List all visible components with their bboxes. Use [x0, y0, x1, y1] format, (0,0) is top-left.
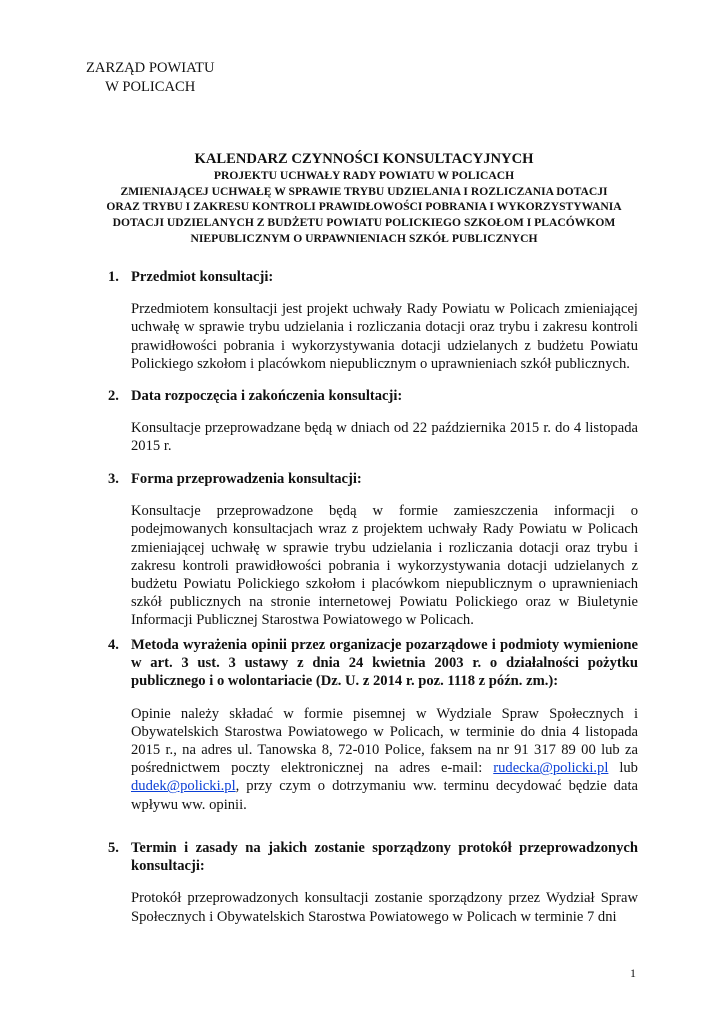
opinion-text-part-2: lub: [619, 760, 638, 777]
section-number: 4.: [108, 637, 119, 653]
document-subtitle-line: ZMIENIAJĄCEJ UCHWAŁĘ W SPRAWIE TRYBU UDZIELANIA I ROZLICZANIA DOTACJI: [120, 184, 608, 198]
section-heading: [108, 636, 638, 691]
document-title: KALENDARZ CZYNNOŚCI KONSULTACYJNYCH: [194, 151, 534, 167]
section-title: Data rozpoczęcia i zakończenia konsultacji:: [131, 388, 403, 404]
section-body: [131, 889, 638, 925]
section-3: [108, 470, 638, 630]
section-title: Przedmiot konsultacji:: [131, 269, 274, 285]
section-number: 3.: [108, 471, 119, 487]
document-subtitle-line: NIEPUBLICZNYM O URPAWNIENIACH SZKÓŁ PUBLICZNYCH: [190, 231, 538, 245]
section-5: [108, 839, 638, 926]
document-subtitle-line: DOTACJI UDZIELANYCH Z BUDŻETU POWIATU POLICKIEGO SZKOŁOM I PLACÓWKOM: [112, 216, 616, 230]
page-number: 1: [630, 966, 636, 980]
document-title-block: [76, 150, 652, 247]
email-link-rudecka[interactable]: rudecka@policki.pl: [493, 760, 609, 777]
opinion-text-part-3: , przy czym o dotrzymaniu ww. terminu decydować będzie data wpływu ww. opinii.: [131, 778, 638, 813]
section-paragraph: Protokół przeprowadzonych konsultacji zostanie sporządzony przez Wydział Spraw Społecznych i Obywatelskich Starostwa Powiatowego w Policach w terminie 7 dni: [131, 890, 638, 925]
section-body: [131, 419, 638, 455]
section-4: [108, 636, 638, 814]
section-heading: [108, 839, 638, 875]
issuer-line-2: W POLICACH: [105, 79, 196, 95]
section-paragraph: [131, 705, 638, 814]
issuer-block: [86, 59, 215, 97]
email-link-dudek[interactable]: dudek@policki.pl: [131, 778, 236, 795]
section-body: [131, 502, 638, 629]
section-title: Forma przeprowadzenia konsultacji:: [131, 471, 362, 487]
section-title: Termin i zasady na jakich zostanie sporządzony protokół przeprowadzonych konsultacji:: [131, 840, 638, 875]
document-subtitle-line: ORAZ TRYBU I ZAKRESU KONTROLI PRAWIDŁOWOŚCI POBRANIA I WYKORZYSTYWANIA: [106, 200, 622, 214]
document-subtitle-line: PROJEKTU UCHWAŁY RADY POWIATU W POLICACH: [213, 169, 515, 182]
section-body: [131, 300, 638, 373]
section-heading: [108, 268, 638, 286]
section-paragraph: Przedmiotem konsultacji jest projekt uchwały Rady Powiatu w Policach zmieniającej uchwałę w sprawie trybu udzielania i rozliczania dotacji oraz trybu i zakresu kontroli prawidłowości pobrania i wykorzystywania dotacji udzielanych z budżetu Powiatu Polickiego szkołom i placówkom niepublicznym o uprawnieniach szkół publicznych.: [131, 301, 638, 372]
section-paragraph: Konsultacje przeprowadzane będą w dniach od 22 października 2015 r. do 4 listopada 2015 r.: [131, 420, 638, 455]
section-number: 5.: [108, 840, 119, 856]
section-1: [108, 268, 638, 373]
issuer-line-1: ZARZĄD POWIATU: [86, 60, 215, 76]
section-number: 2.: [108, 388, 119, 404]
section-heading: [108, 470, 638, 488]
opinion-text-part-1: Opinie należy składać w formie pisemnej w Wydziale Spraw Społecznych i Obywatelskich Starostwa Powiatowego w Policach, w terminie do dnia 4 listopada 2015 r., na adres ul. Tanowska 8, 72-010 Police, faksem na nr 91 317 89 00 lub za pośrednictwem poczty elektronicznej na adres e-mail:: [131, 705, 638, 777]
section-number: 1.: [108, 269, 119, 285]
section-2: [108, 387, 638, 456]
section-paragraph: Konsultacje przeprowadzone będą w formie zamieszczenia informacji o podejmowanych konsultacjach wraz z projektem uchwały Rady Powiatu w Policach zmieniającej uchwałę w sprawie trybu udzielania i rozliczania dotacji oraz trybu i zakresu kontroli prawidłowości pobrania i wykorzystywania dotacji udzielanych z budżetu Powiatu Polickiego szkołom i placówkom niepublicznym o uprawnieniach szkół publicznych na stronie internetowej Powiatu Polickiego oraz w Biuletynie Informacji Publicznej Starostwa Powiatowego w Policach.: [131, 503, 638, 629]
section-body: [131, 705, 638, 814]
section-heading: [108, 387, 638, 405]
section-title: Metoda wyrażenia opinii przez organizacje pozarządowe i podmioty wymienione w art. 3 ust. 3 ustawy z dnia 24 kwietnia 2003 r. o działalności pożytku publicznego i o wolontariacie (Dz. U. z 2014 r. poz. 1118 z późn. zm.):: [131, 637, 638, 690]
